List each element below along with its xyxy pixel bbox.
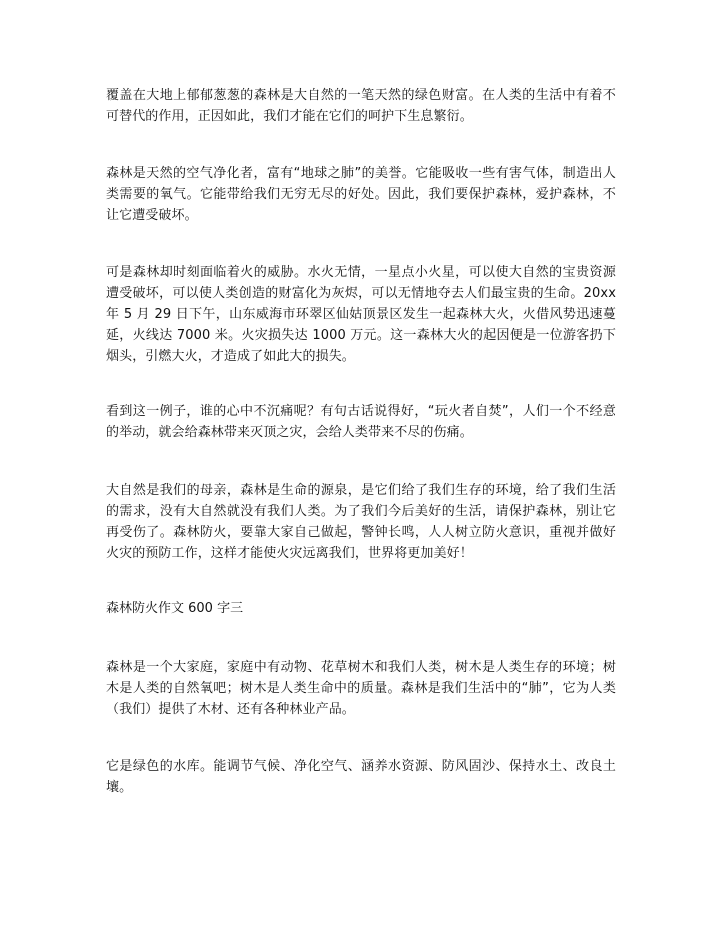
paragraph-green-reservoir: 它是绿色的水库。能调节气候、净化空气、涵养水资源、防风固沙、保持水土、改良土壤。 [106, 759, 616, 795]
paragraph-forest-family: 森林是一个大家庭，家庭中有动物、花草树木和我们人类，树木是人类生存的环境；树木是人类的自然氧吧；树木是人类生命中的质量。森林是我们生活中的“肺”，它为人类（我们）提供了木材、还有各种林业产品。 [106, 660, 616, 717]
section-heading: 森林防火作文 600 字三 [106, 601, 244, 616]
paragraph-nature-mother: 大自然是我们的母亲，森林是生命的源泉，是它们给了我们生存的环境，给了我们生活的需求，没有大自然就没有我们人类。为了我们今后美好的生活，请保护森林，别让它再受伤了。森林防火，要靠大家自己做起，警钟长鸣，人人树立防火意识，重视并做好火灾的预防工作，这样才能使火灾远离我们，世界将更加美好！ [106, 483, 616, 561]
paragraph-fire-threat: 可是森林却时刻面临着火的威胁。水火无情，一星点小火星，可以使大自然的宝贵资源遭受破坏，可以使人类创造的财富化为灰烬，可以无情地夺去人们最宝贵的生命。20xx 年 5 月 29 日下午，山东威海市环翠区仙姑顶景区发生一起森林大火，火借风势迅速蔓延，火线达 7000 米。火灾损失达 1000 万元。这一森林大火的起因便是一位游客扔下烟头，引燃大火，才造成了如此大的损失。 [106, 265, 616, 364]
paragraph-forest-wealth: 覆盖在大地上郁郁葱葱的森林是大自然的一笔天然的绿色财富。在人类的生活中有着不可替代的作用，正因如此，我们才能在它们的呵护下生息繁衍。 [106, 88, 616, 124]
paragraph-reflection: 看到这一例子，谁的心中不沉痛呢？有句古话说得好，“玩火者自焚”，人们一个不经意的举动，就会给森林带来灭顶之灾，会给人类带来不尽的伤痛。 [106, 404, 616, 440]
paragraph-air-purifier: 森林是天然的空气净化者，富有“地球之肺”的美誉。它能吸收一些有害气体，制造出人类需要的氧气。它能带给我们无穷无尽的好处。因此，我们要保护森林，爱护森林，不让它遭受破坏。 [106, 166, 616, 223]
